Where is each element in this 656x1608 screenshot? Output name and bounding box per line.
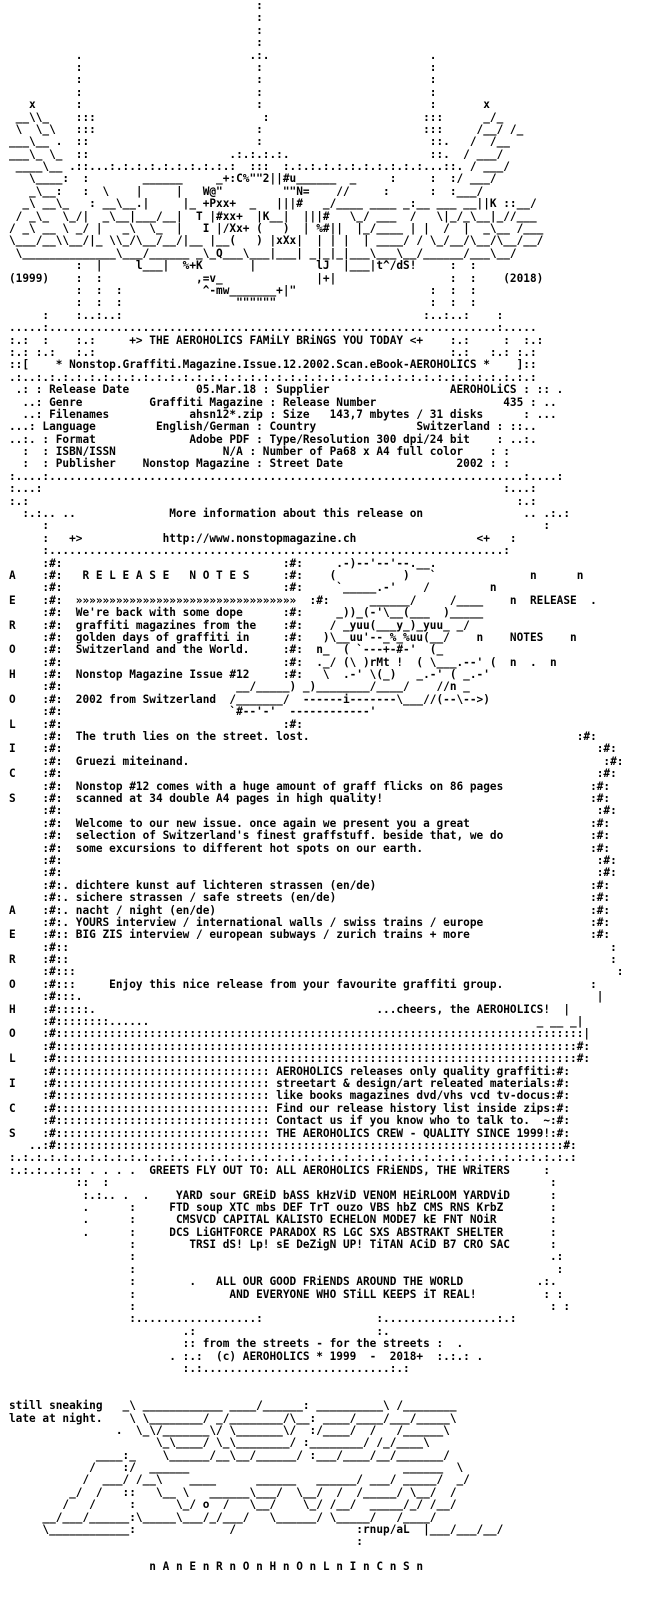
nfo-line: I :#: :#:	[9, 742, 617, 756]
nfo-line: / / : \_/ o / \__/ \_/ /__/ _____/_/ /__/	[9, 1498, 457, 1512]
nfo-line: :: from the streets - for the streets : .	[9, 1337, 464, 1351]
nfo-line	[9, 1375, 649, 1387]
nfo-line: _\ __\_ : __\__.| |_ +Pxx+ _ |||# _/____ ____ _:__ ___ __||K ::__/	[9, 197, 537, 211]
nfo-line: :#: Nonstop #12 comes with a huge amount of graff flicks on 86 pages :#:	[9, 779, 611, 793]
nfo-line: : .:	[9, 1250, 564, 1264]
nfo-line: ____:_ \______/__\__/______/ :___/____/__/_______/	[9, 1448, 450, 1462]
nfo-line: :#: We're back with some dope :#: _))_(-'\__(___ )_____	[9, 606, 484, 620]
nfo-line: :#: The truth lies on the street. lost. :#:	[9, 730, 597, 744]
nfo-line: late at night. \ \________/ _/________/\__: ____/____/___/_____\	[9, 1411, 457, 1425]
nfo-line: :#::::::::...... _ __ _|	[9, 1015, 584, 1029]
nfo-line: :#: Gruezi miteinand. :#:	[9, 754, 624, 768]
nfo-line: E :#:: BIG ZIS interview / european subways / zurich trains + more :#:	[9, 928, 611, 942]
nfo-line: C :#:::::::::::::::::::::::::::::::: Find our release history list inside zips:#:	[9, 1101, 571, 1115]
nfo-line: still sneaking _\ ____________ ____/______: __________\ /________	[9, 1399, 457, 1413]
nfo-line: A :#: R E L E A S E N O T E S :#: ( ) ` n n	[9, 568, 584, 582]
nfo-line: O :#::: Enjoy this nice release from your favourite graffiti group. :	[9, 977, 597, 991]
nfo-line: :.:.:..:.:: . . . . GREETS FLY OUT TO: ALL AEROHOLICS FRiENDS, THE WRiTERS :	[9, 1163, 550, 1177]
nfo-line: .:..:.:.:.:.:.:.:.:.:.:.:.:.:.:.:.:.:.:.:.:.:.:.:.:.:.:.:.:.:.:.:.:.:.:.:.:.:.:	[9, 370, 537, 384]
nfo-line: : : : """""" : : :	[9, 296, 477, 310]
nfo-line: / :/ ______ ______ \	[9, 1461, 464, 1475]
nfo-line: : : :	[9, 60, 437, 74]
nfo-line: \______________\___/______ _\_Q___\___|___| _|_|_|___\___\__/______/___\__/	[9, 246, 517, 260]
nfo-line: . : FTD soup XTC mbs DEF TrT ouzo VBS hbZ CMS RNS KrbZ :	[9, 1200, 557, 1214]
nfo-line: . .:. .	[9, 48, 437, 62]
nfo-line: : | l___| %+K | lJ |___|t^/dS! : :	[9, 259, 477, 273]
nfo-line: L :#: :#:	[9, 717, 303, 731]
nfo-line: :#: golden days of graffiti in :#: )\__uu'--_%_%uu(__/ n NOTES n	[9, 630, 577, 644]
nfo-line: :#: __/_____) _)________/____/ //n _	[9, 680, 470, 694]
nfo-line: :.: : :.: +> THE AEROHOLICS FAMiLY BRiNGS YOU TODAY <+ :.: : :.:	[9, 333, 544, 347]
nfo-line: ..:#::::::::::::::::::::::::::::::::::::::::::::::::::::::::::::::::::::::::::::#:	[9, 1138, 577, 1152]
nfo-line: : : :	[9, 1300, 571, 1314]
nfo-line: :#: :#:	[9, 853, 617, 867]
nfo-document	[9, 0, 649, 1574]
nfo-line: :#: some excursions to different hot spots on our earth. :#:	[9, 841, 611, 855]
nfo-line: I :#:::::::::::::::::::::::::::::::: streetart & design/art releated materials:#:	[9, 1076, 571, 1090]
nfo-line: .: :.	[9, 1324, 390, 1338]
nfo-line: : TRSI dS! Lp! sE DeZigN UP! TiTAN ACiD B7 CRO SAC :	[9, 1238, 557, 1252]
nfo-line: :#: `#--'-' ------------'	[9, 705, 377, 719]
nfo-line: :#:::. |	[9, 990, 604, 1004]
nfo-line: S :#:::::::::::::::::::::::::::::::: THE AEROHOLICS CREW - QUALITY SINCE 1999!:#:	[9, 1126, 571, 1140]
nfo-line: :#:::::::::::::::::::::::::::::::: like books magazines dvd/vhs vcd tv-docus:#:	[9, 1089, 571, 1103]
nfo-line: . : DCS LiGHTFORCE PARADOX RS LGC SXS ABSTRAKT SHELTER :	[9, 1225, 557, 1239]
nfo-line: ..:. : Format Adobe PDF : Type/Resolution 300 dpi/24 bit : ..:.	[9, 432, 537, 446]
nfo-line: . : CMSVCD CAPITAL KALISTO ECHELON MODE7 kE FNT NOiR :	[9, 1213, 557, 1227]
nfo-line: / ___/ /__\ ____ ______ ______/ ___/ _____/ _/	[9, 1473, 470, 1487]
nfo-line: ____\__ .::...:.:.:.:.:.:.:.:.:.: ::: :.:.:.:.:.:.:.:.:.:.:...::. / ___/	[9, 160, 510, 174]
nfo-line: :....................................................................:	[9, 544, 510, 558]
nfo-line: L :#::::::::::::::::::::::::::::::::::::::::::::::::::::::::::::::::::::::::::::::#:	[9, 1052, 591, 1066]
nfo-line: :#:. sichere strassen / safe streets (en/de) :#:	[9, 891, 611, 905]
nfo-line: __\\_ ::: : ::: _/_	[9, 110, 504, 124]
nfo-line: :.:.. .. More information about this release on .. .:.:	[9, 507, 571, 521]
nfo-line: O :#:::::::::::::::::::::::::::::::::::::::::::::::::::::::::::::::::::::::::::::::|	[9, 1027, 591, 1041]
nfo-line: :....:.......................................................................:....:	[9, 469, 564, 483]
nfo-line: \___/__\\__/|_ \\_/\__/__/|__ |__( ) |xXx| | | | | ____/ / \_/__/\__/\__/__/	[9, 234, 544, 248]
nfo-line: E :#: »»»»»»»»»»»»»»»»»»»»»»»»»»»»»»»»» :#: ______/ /____ n RELEASE .	[9, 593, 597, 607]
nfo-line: n A n E n R n O n H n O n L n I n C n S n	[9, 1560, 424, 1574]
nfo-line: :	[9, 11, 263, 25]
nfo-line: :.:.. . . YARD sour GREiD bASS kHzViD VENOM HEiRLOOM YARDViD :	[9, 1188, 557, 1202]
nfo-line: :..................: :.................:.:	[9, 1312, 517, 1326]
nfo-line: H :#: Nonstop Magazine Issue #12 :#: \ .-' \(_) _.-' ( _.-'	[9, 668, 490, 682]
nfo-line: :#: Welcome to our new issue. once again we present you a great :#:	[9, 816, 611, 830]
nfo-line: _/ / :: \__ \ ______\___/ \__/ / /_____/ \__/ /	[9, 1485, 457, 1499]
nfo-line: R :#: graffiti magazines from the :#: / _yuu(___y_)_yuu_ _/	[9, 618, 470, 632]
nfo-line: :#::::::::::::::::::::::::::::::::::::::::::::::::::::::::::::::::::::::::::::::#:	[9, 1039, 591, 1053]
nfo-line: H :#:::::. ...cheers, the AEROHOLICS! |	[9, 1002, 571, 1016]
nfo-line: O :#: 2002 from Switzerland /_______/ ------i-------\___//(--\-->)	[9, 692, 490, 706]
nfo-line: :.: :.:	[9, 494, 537, 508]
nfo-line: ___\_ \_ :: .:.:.:.:. ::. / ___/	[9, 147, 504, 161]
nfo-line: : :	[9, 519, 550, 533]
nfo-line: C :#: :#:	[9, 767, 617, 781]
nfo-line: :#: :#: .-)--'--'--.__.	[9, 556, 437, 570]
nfo-line: :#:. YOURS interview / international walls / swiss trains / europe :#:	[9, 915, 611, 929]
nfo-line: :#::: :	[9, 965, 624, 979]
nfo-line: : : :	[9, 73, 437, 87]
nfo-line: __/___/______:\_____\___/_/___/ \______/ \_____/ /____/	[9, 1510, 437, 1524]
nfo-line: \ \_\ ::: : ::: /__/ /_	[9, 122, 524, 136]
nfo-line: :#: :#: `_____.-' / n	[9, 581, 497, 595]
nfo-line: \_\____/ \_\________/ :________/ /_/____\	[9, 1436, 430, 1450]
nfo-line: (1999) : : ,=v_ |+| : : (2018)	[9, 271, 544, 285]
nfo-line: \____: : ______ _+:C%""2||#u______ _ : : :/ ___/	[9, 172, 497, 186]
nfo-line: :: : :	[9, 1176, 557, 1190]
nfo-line: ..: Filenames ahsn12*.zip : Size 143,7 mbytes / 31 disks : ...	[9, 407, 557, 421]
nfo-line: \____________: / :rnup/aL |___/___/__/	[9, 1523, 504, 1537]
nfo-line: : :..:..: :..:..: :	[9, 308, 504, 322]
nfo-line: ::[ * Nonstop.Graffiti.Magazine.Issue.12.2002.Scan.eBook-AEROHOLICS * ]::	[9, 358, 537, 372]
nfo-line: S :#: scanned at 34 double A4 pages in high quality! :#:	[9, 792, 611, 805]
nfo-line: x : : : x	[9, 98, 490, 112]
nfo-line: :#: :#: ._/ (\ )rMt ! ( \___.--' ( n . n	[9, 655, 557, 669]
nfo-line: .: : Release Date 05.Mar.18 : Supplier AEROHOLiCS : :: .	[9, 383, 564, 397]
nfo-line: : . ALL OUR GOOD FRiENDS AROUND THE WORLD .:.	[9, 1275, 557, 1289]
nfo-line: :...: :...:	[9, 482, 537, 496]
nfo-line: : AND EVERYONE WHO STiLL KEEPS iT REAL! : :	[9, 1287, 564, 1301]
nfo-line: :.:............................:.:	[9, 1361, 410, 1375]
nfo-line: : :	[9, 1262, 564, 1276]
nfo-line: R :#:: :	[9, 953, 617, 967]
nfo-line: :	[9, 36, 263, 50]
nfo-line: : +> http://www.nonstopmagazine.ch <+ :	[9, 531, 517, 545]
nfo-line: ___\__ . :: : ::. / /__	[9, 135, 510, 149]
nfo-line: : : Publisher Nonstop Magazine : Street Date 2002 : :	[9, 457, 510, 471]
nfo-line: : : ISBN/ISSN N/A : Number of Pa68 x A4 full color : :	[9, 445, 510, 459]
nfo-line: . \_\/_______\/ \_______\/ :/____/ / /______\	[9, 1423, 450, 1437]
nfo-line: ..: Genre Graffiti Magazine : Release Number 435 : ..	[9, 395, 557, 409]
nfo-line: O :#: Switzerland and the World. :#: n_ ( `---+-#-' (_	[9, 643, 444, 657]
nfo-line: .....:...................................................................:.....	[9, 321, 537, 335]
nfo-line: ...: Language English/German : Country Switzerland : ::..	[9, 420, 537, 434]
nfo-line: . :.: (c) AEROHOLICS * 1999 - 2018+ :.:.: .	[9, 1349, 484, 1363]
nfo-line: :#:::::::::::::::::::::::::::::::: AEROHOLICS releases only quality graffiti:#:	[9, 1064, 571, 1078]
nfo-line: :#:::::::::::::::::::::::::::::::: Contact us if you know who to talk to. ~:#:	[9, 1114, 571, 1128]
nfo-line: :#: :#:	[9, 866, 617, 880]
nfo-line: :#: selection of Switzerland's finest graffstuff. beside that, we do :#:	[9, 829, 611, 843]
nfo-line: / _\_ \_/| _\__|___/__| T |#xx+ |K__| |||# \_/ ___ / \|_/_\__|_//___	[9, 209, 537, 223]
nfo-line: :#:: :	[9, 940, 617, 954]
nfo-line: :	[9, 0, 263, 12]
nfo-line: :	[9, 23, 263, 37]
nfo-line: : : : ^-mw_______+|" : : :	[9, 283, 477, 297]
nfo-line: A :#:. nacht / night (en/de) :#:	[9, 903, 611, 917]
nfo-line: :#:. dichtere kunst auf lichteren strassen (en/de) :#:	[9, 878, 611, 892]
nfo-line: :.:.:.:.:.:.:.:.:.:.:.:.:.:.:.:.:.:.:.:.:.:.:.:.:.:.:.:.:.:.:.:.:.:.:.:.:.:.:.:.:.:.:	[9, 1151, 577, 1165]
nfo-line: :.: :.: :.: :.: :.: :.:	[9, 345, 537, 359]
nfo-line: :	[9, 1535, 363, 1549]
nfo-line: / _\ __ \ _/ | _\ \_ | I |/Xx+ ( ) | %#|| |_/____ | | / | _\__ /___	[9, 222, 544, 236]
nfo-line: _\__: : \ | | W@" ""N= // : : :___/	[9, 184, 484, 198]
nfo-line: : : :	[9, 85, 437, 99]
nfo-line: :#: :#:	[9, 804, 617, 818]
